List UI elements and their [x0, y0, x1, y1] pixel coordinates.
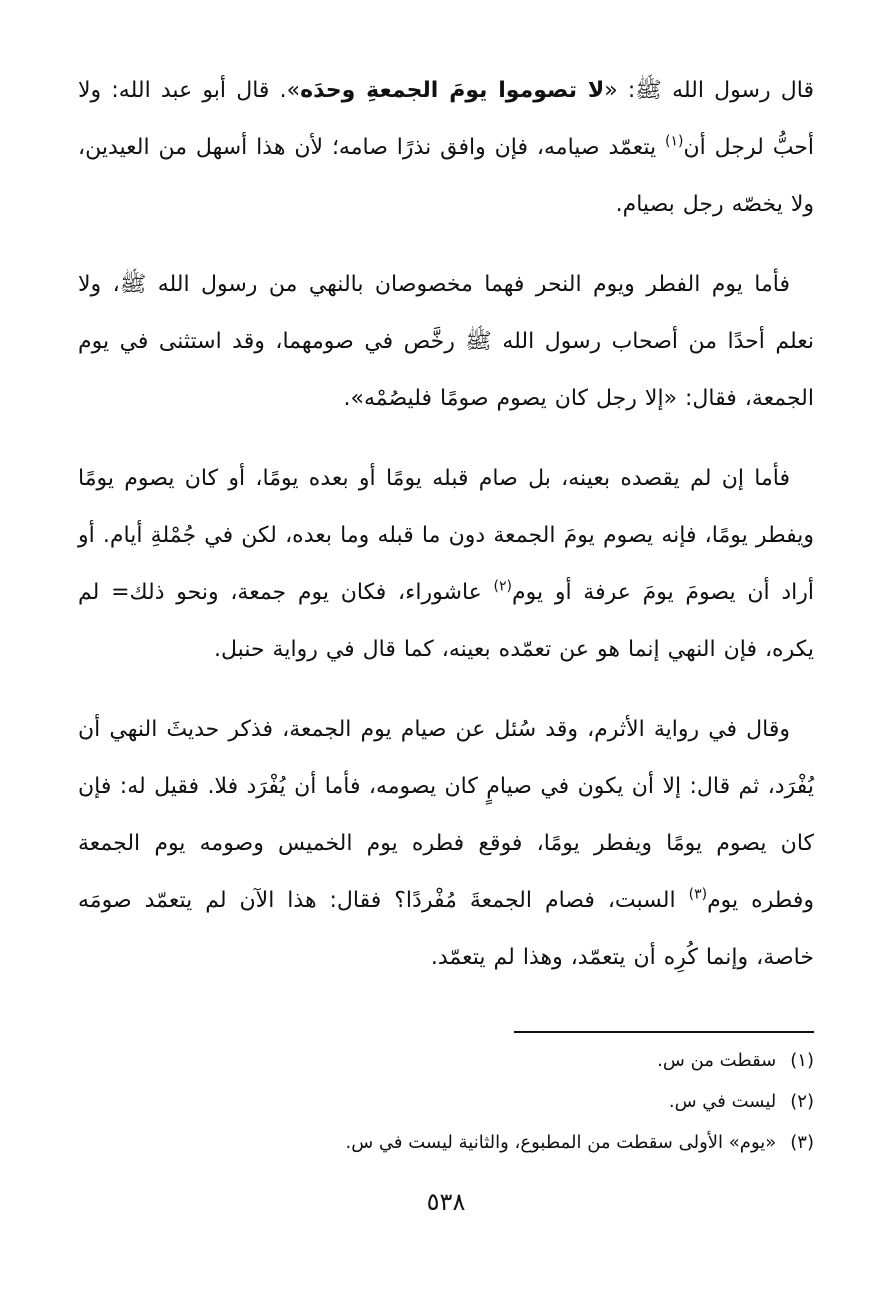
paragraph-4-seg-3: السبت، فصام الجمعةَ مُفْردًا؟ فقال: هذا الآن لم يتعمّد صومَه خاصة، وإنما كُرِه أن يتعمّد، وهذا لم يتعمّد. [78, 888, 814, 970]
footnote-3 [78, 1122, 814, 1163]
paragraph-2-seg-1: فأما يوم الفطر ويوم النحر فهما مخصوصان بالنهي من رسول الله ﷺ، ولا نعلم أحدًا من أصحاب رسول الله ﷺ رخَّص في صومهما، وقد استثنى في يوم الجمعة، فقال: «إلا رجل كان يصوم صومًا فليصُمْه». [78, 272, 814, 411]
page-number: ٥٣٨ [426, 1188, 466, 1216]
paragraph-1-seg-3: ». قال أبو عبد الله: ولا أحبُّ لرجل أن [78, 78, 815, 160]
footnote-ref-2[interactable]: (٢) [493, 578, 512, 595]
footnotes [78, 1040, 814, 1163]
footnote-1-number: (١) [790, 1050, 814, 1071]
footnote-3-text: «يوم» الأولى سقطت من المطبوع، والثانية ليست في س. [345, 1132, 777, 1153]
paragraph-4 [78, 701, 814, 986]
paragraph-3-seg-3: عاشوراء، فكان يوم جمعة، ونحو ذلك= لم يكره، فإن النهي إنما هو عن تعمّده بعينه، كما قال في رواية حنبل. [78, 580, 814, 662]
footnote-1-text: سقطت من س. [657, 1050, 777, 1071]
footnote-2-text: ليست في س. [668, 1091, 777, 1112]
footnote-ref-1[interactable]: (١) [665, 133, 684, 150]
footnote-2-number: (٢) [790, 1091, 814, 1112]
paragraph-4-seg-1: وقال في رواية الأثرم، وقد سُئل عن صيام يوم الجمعة، فذكر حديثَ النهي أن يُفْرَد، ثم قال: إلا أن يكون في صيامٍ كان يصومه، فأما أن يُفْرَد فلا. فقيل له: فإن كان يصوم يومًا ويفطر يومًا، فوقع فطره يوم الخميس وصومه يوم الجمعة وفطره يوم [78, 717, 814, 913]
paragraph-1-seg-5: يتعمّد صيامه، فإن وافق نذرًا صامه؛ لأن هذا أسهل من العيدين، ولا يخصّه رجل بصيام. [78, 135, 814, 217]
page-body [78, 62, 814, 1009]
hadith-quote-bold: لا تصوموا يومَ الجمعةِ وحدَه [300, 78, 605, 103]
footnote-ref-3[interactable]: (٣) [688, 886, 708, 903]
footnote-2 [78, 1081, 814, 1122]
footnote-3-number: (٣) [790, 1132, 814, 1153]
paragraph-3-seg-1: فأما إن لم يقصده بعينه، بل صام قبله يومًا أو بعده يومًا، أو كان يصوم يومًا ويفطر يومًا، فإنه يصوم يومَ الجمعة دون ما قبله وما بعده، لكن في جُمْلةِ أيام. أو أراد أن يصومَ يومَ عرفة أو يوم [78, 466, 814, 605]
footnote-1 [78, 1040, 814, 1081]
paragraph-1 [78, 62, 814, 233]
paragraph-2 [78, 256, 814, 427]
paragraph-3 [78, 450, 814, 678]
footnote-divider [514, 1031, 814, 1033]
paragraph-1-seg-1: قال رسول الله ﷺ: « [604, 78, 814, 103]
